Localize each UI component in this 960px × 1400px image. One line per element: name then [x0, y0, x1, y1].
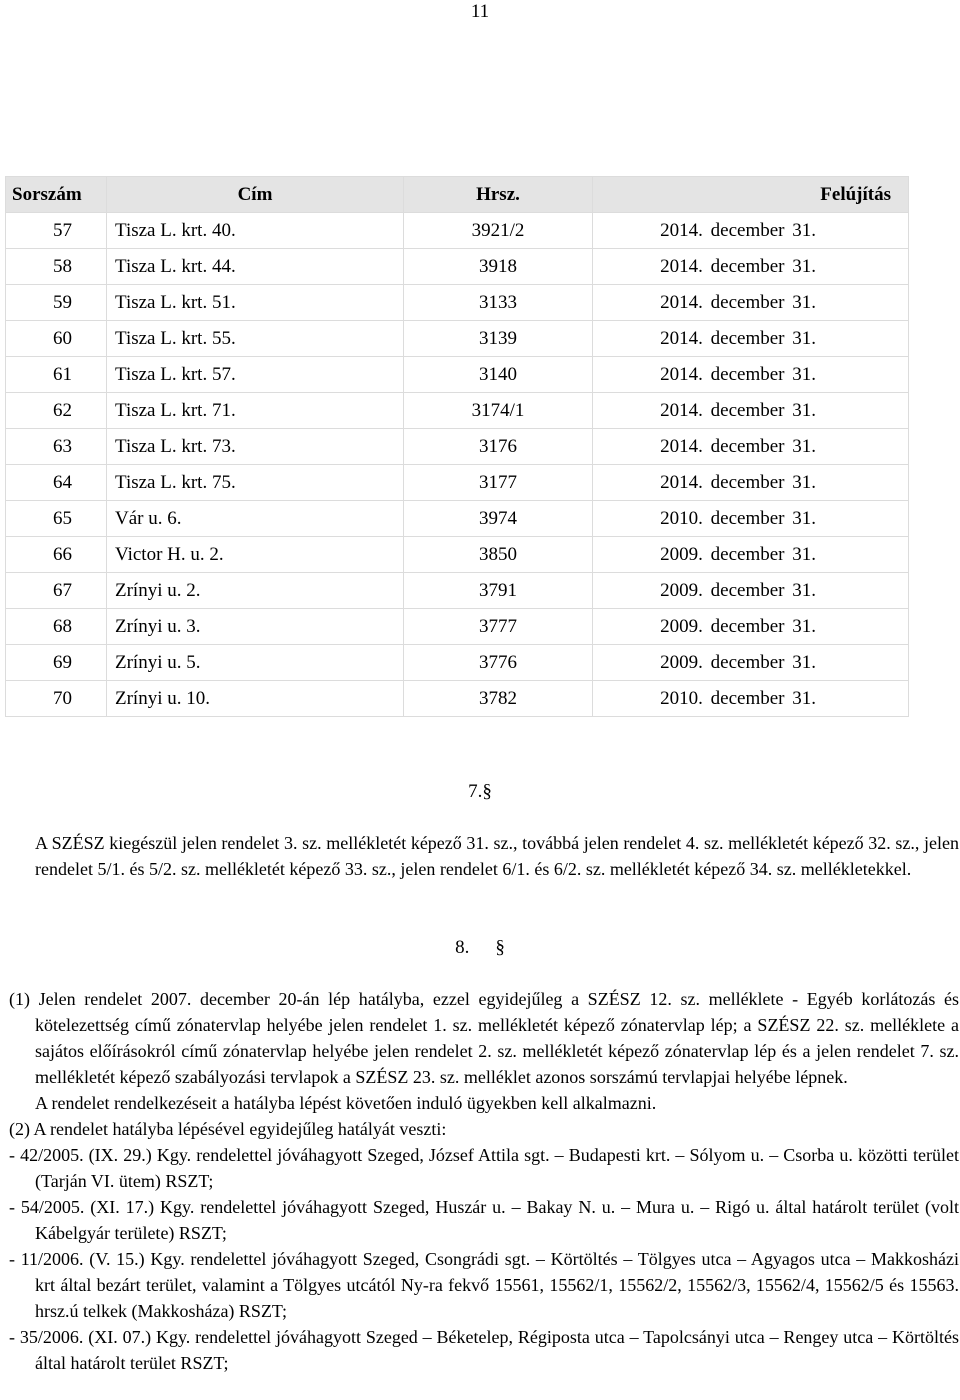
- section-7-paragraph: A SZÉSZ kiegészül jelen rendelet 3. sz. mellékletét képező 31. sz., továbbá jelen rendelet 4. sz. mellékletét képező 32. sz., jelen rendelet 5/1. és 5/2. sz. mellékletét képező 33. sz., jelen rendelet 6/1. és 6/2. sz. mellékletét képező 34. sz. mellékletekkel.: [35, 833, 959, 879]
- section-number: 7.: [468, 781, 483, 802]
- table-row: [6, 321, 909, 357]
- row-renovation-date: 2014. december 31.: [593, 465, 909, 501]
- row-number: 66: [6, 537, 107, 573]
- table-row: [6, 537, 909, 573]
- row-address: Tisza L. krt. 71.: [107, 393, 404, 429]
- row-hrsz: 3918: [404, 249, 593, 285]
- repealed-item: - 11/2006. (V. 15.) Kgy. rendelettel jóváhagyott Szeged, Csongrádi sgt. – Körtöltés – Tölgyes utca – Agyagos utca – Makkosházi krt által bezárt terület, valamint a Tölgyes utcától Ny-ra fekvő 15561, 15562/1, 15562/2, 15562/3, 15562/4, 15562/5 és 15563. hrsz.ú telkek (Makkosháza) RSZT;: [9, 1249, 959, 1321]
- header-hrsz: Hrsz.: [404, 177, 593, 213]
- paragraph-mark: §: [495, 937, 505, 958]
- row-renovation-date: 2014. december 31.: [593, 213, 909, 249]
- row-hrsz: 3974: [404, 501, 593, 537]
- row-hrsz: 3777: [404, 609, 593, 645]
- row-renovation-date: 2009. december 31.: [593, 645, 909, 681]
- row-number: 68: [6, 609, 107, 645]
- row-address: Tisza L. krt. 44.: [107, 249, 404, 285]
- table-row: [6, 285, 909, 321]
- table-row: [6, 501, 909, 537]
- row-number: 63: [6, 429, 107, 465]
- repealed-item: - 54/2005. (XI. 17.) Kgy. rendelettel jóváhagyott Szeged, Huszár u. – Bakay N. u. – Mura u. – Rigó u. által határolt terület (volt Kábelgyár területe) RSZT;: [9, 1197, 959, 1243]
- section-8-para-1: (1) Jelen rendelet 2007. december 20-án lép hatályba, ezzel egyidejűleg a SZÉSZ 12. sz. melléklete - Egyéb korlátozás és kötelezettség című zónatervlap helyébe jelen rendelet 1. sz. mellékletét képező zónatervlap lép; a SZÉSZ 22. sz. melléklete a sajátos előírásokról című zónatervlap helyébe jelen rendelet 2. sz. mellékletét képező zónatervlap lép és a jelen rendelet 7. sz. mellékletét képező szabályozási tervlapok a SZÉSZ 23. sz. melléklet azonos sorszámú tervlapjai helyébe lépnek.: [9, 989, 959, 1087]
- repealed-item: - 35/2006. (XI. 07.) Kgy. rendelettel jóváhagyott Szeged – Béketelep, Régiposta utca – Tapolcsányi utca – Rengey utca – Körtöltés által határolt terület RSZT;: [9, 1327, 959, 1373]
- table-row: [6, 681, 909, 717]
- row-renovation-date: 2014. december 31.: [593, 321, 909, 357]
- section-8-para-1b: A rendelet rendelkezéseit a hatályba lépést követően induló ügyekben kell alkalmazni.: [35, 1093, 657, 1113]
- row-address: Tisza L. krt. 73.: [107, 429, 404, 465]
- row-number: 59: [6, 285, 107, 321]
- row-hrsz: 3850: [404, 537, 593, 573]
- section-8-heading: [0, 936, 960, 960]
- row-number: 64: [6, 465, 107, 501]
- row-address: Tisza L. krt. 75.: [107, 465, 404, 501]
- row-hrsz: 3174/1: [404, 393, 593, 429]
- table-row: [6, 213, 909, 249]
- row-hrsz: 3791: [404, 573, 593, 609]
- row-number: 69: [6, 645, 107, 681]
- repealed-item: - 42/2005. (IX. 29.) Kgy. rendelettel jóváhagyott Szeged, József Attila sgt. – Budapesti krt. – Sólyom u. – Csorba u. közötti terület (Tarján VI. ütem) RSZT;: [9, 1145, 959, 1191]
- section-8-para-2: (2) A rendelet hatályba lépésével egyidejűleg hatályát veszti:: [9, 1119, 447, 1139]
- row-address: Zrínyi u. 2.: [107, 573, 404, 609]
- row-hrsz: 3921/2: [404, 213, 593, 249]
- row-hrsz: 3776: [404, 645, 593, 681]
- row-address: Tisza L. krt. 51.: [107, 285, 404, 321]
- table-row: [6, 249, 909, 285]
- header-sorszam: Sorszám: [6, 177, 107, 213]
- table-row: [6, 573, 909, 609]
- row-address: Zrínyi u. 3.: [107, 609, 404, 645]
- row-address: Tisza L. krt. 40.: [107, 213, 404, 249]
- section-8-text: [9, 986, 959, 1376]
- renovation-table: [5, 176, 909, 717]
- row-renovation-date: 2014. december 31.: [593, 393, 909, 429]
- section-7-heading: [0, 780, 960, 804]
- header-felujitas: Felújítás: [593, 177, 909, 213]
- row-number: 60: [6, 321, 107, 357]
- table-row: [6, 609, 909, 645]
- row-address: Victor H. u. 2.: [107, 537, 404, 573]
- table-row: [6, 393, 909, 429]
- row-renovation-date: 2009. december 31.: [593, 537, 909, 573]
- row-hrsz: 3782: [404, 681, 593, 717]
- row-hrsz: 3140: [404, 357, 593, 393]
- row-address: Tisza L. krt. 57.: [107, 357, 404, 393]
- row-renovation-date: 2009. december 31.: [593, 573, 909, 609]
- row-renovation-date: 2014. december 31.: [593, 357, 909, 393]
- page-number: 11: [470, 1, 490, 22]
- table-header-row: [6, 177, 909, 213]
- row-number: 70: [6, 681, 107, 717]
- row-renovation-date: 2014. december 31.: [593, 429, 909, 465]
- row-renovation-date: 2010. december 31.: [593, 501, 909, 537]
- row-number: 67: [6, 573, 107, 609]
- header-cim: Cím: [107, 177, 404, 213]
- row-renovation-date: 2014. december 31.: [593, 249, 909, 285]
- row-hrsz: 3177: [404, 465, 593, 501]
- section-7-text: [35, 830, 959, 882]
- row-address: Zrínyi u. 10.: [107, 681, 404, 717]
- row-number: 61: [6, 357, 107, 393]
- row-number: 62: [6, 393, 107, 429]
- row-address: Vár u. 6.: [107, 501, 404, 537]
- row-address: Zrínyi u. 5.: [107, 645, 404, 681]
- row-address: Tisza L. krt. 55.: [107, 321, 404, 357]
- row-renovation-date: 2009. december 31.: [593, 609, 909, 645]
- row-number: 65: [6, 501, 107, 537]
- table-row: [6, 357, 909, 393]
- table-row: [6, 429, 909, 465]
- row-renovation-date: 2014. december 31.: [593, 285, 909, 321]
- paragraph-mark: §: [482, 781, 492, 802]
- row-hrsz: 3139: [404, 321, 593, 357]
- table-row: [6, 645, 909, 681]
- row-renovation-date: 2010. december 31.: [593, 681, 909, 717]
- section-number: 8.: [455, 937, 470, 958]
- row-hrsz: 3133: [404, 285, 593, 321]
- row-hrsz: 3176: [404, 429, 593, 465]
- table-row: [6, 465, 909, 501]
- row-number: 57: [6, 213, 107, 249]
- row-number: 58: [6, 249, 107, 285]
